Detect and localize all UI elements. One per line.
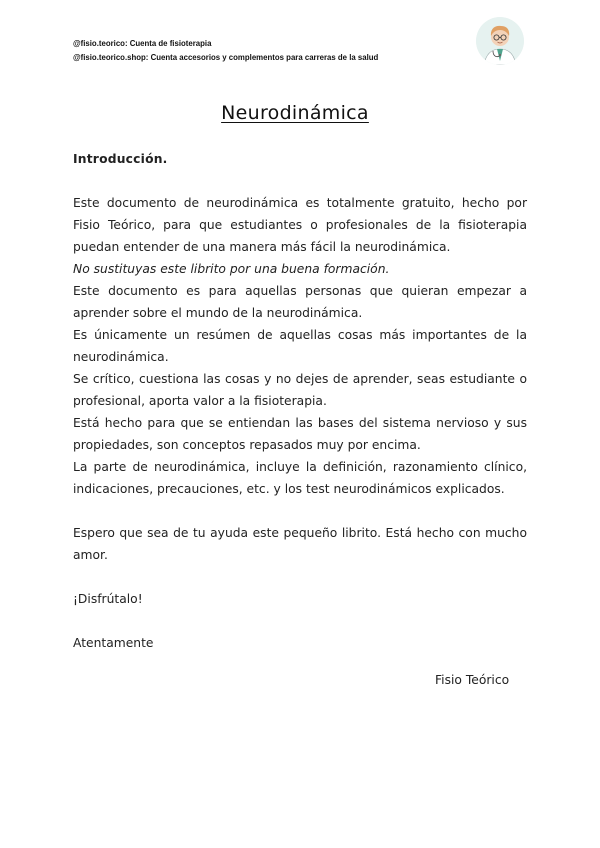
paragraph-basics: Está hecho para que se entiendan las bases del sistema nervioso y sus propiedades, son conceptos repasados muy por encima.: [73, 416, 527, 452]
paragraph-intro-purpose: Este documento de neurodinámica es totalmente gratuito, hecho por Fisio Teórico, para que estudiantes o profesionales de la fisioterapia puedan entender de una manera más fácil la neurodinámica.: [73, 196, 527, 254]
spacer: [73, 610, 527, 632]
spacer: [73, 566, 527, 588]
paragraph-disclaimer: No sustituyas este librito por una buena formación.: [73, 262, 390, 276]
intro-heading: Introducción.: [73, 152, 168, 166]
closing-text: Atentamente: [73, 636, 154, 650]
header-line-instagram: @fisio.teorico: Cuenta de fisioterapia: [73, 38, 212, 48]
avatar-drawing: [476, 17, 524, 65]
paragraph-wish: Espero que sea de tu ayuda este pequeño librito. Está hecho con mucho amor.: [73, 526, 527, 562]
document-body: [73, 148, 527, 654]
paragraph-enjoy: ¡Disfrútalo!: [73, 592, 143, 606]
paragraph-contents: La parte de neurodinámica, incluye la definición, razonamiento clínico, indicaciones, precauciones, etc. y los test neurodinámicos explicados.: [73, 460, 527, 496]
paragraph-audience: Este documento es para aquellas personas que quieran empezar a aprender sobre el mundo de la neurodinámica.: [73, 284, 527, 320]
paragraph-summary: Es únicamente un resúmen de aquellas cosas más importantes de la neurodinámica.: [73, 328, 527, 364]
cartoon-physio-avatar-icon: [476, 17, 524, 65]
paragraph-critical-thinking: Se crítico, cuestiona las cosas y no dejes de aprender, seas estudiante o profesional, aporta valor a la fisioterapia.: [73, 372, 527, 408]
page-title: Neurodinámica: [221, 102, 369, 124]
signature: Fisio Teórico: [435, 673, 510, 687]
header-line-shop: @fisio.teorico.shop: Cuenta accesorios y complementos para carreras de la salud: [73, 52, 379, 62]
spacer: [73, 500, 527, 522]
document-header: [73, 36, 441, 64]
spacer: [73, 170, 527, 192]
